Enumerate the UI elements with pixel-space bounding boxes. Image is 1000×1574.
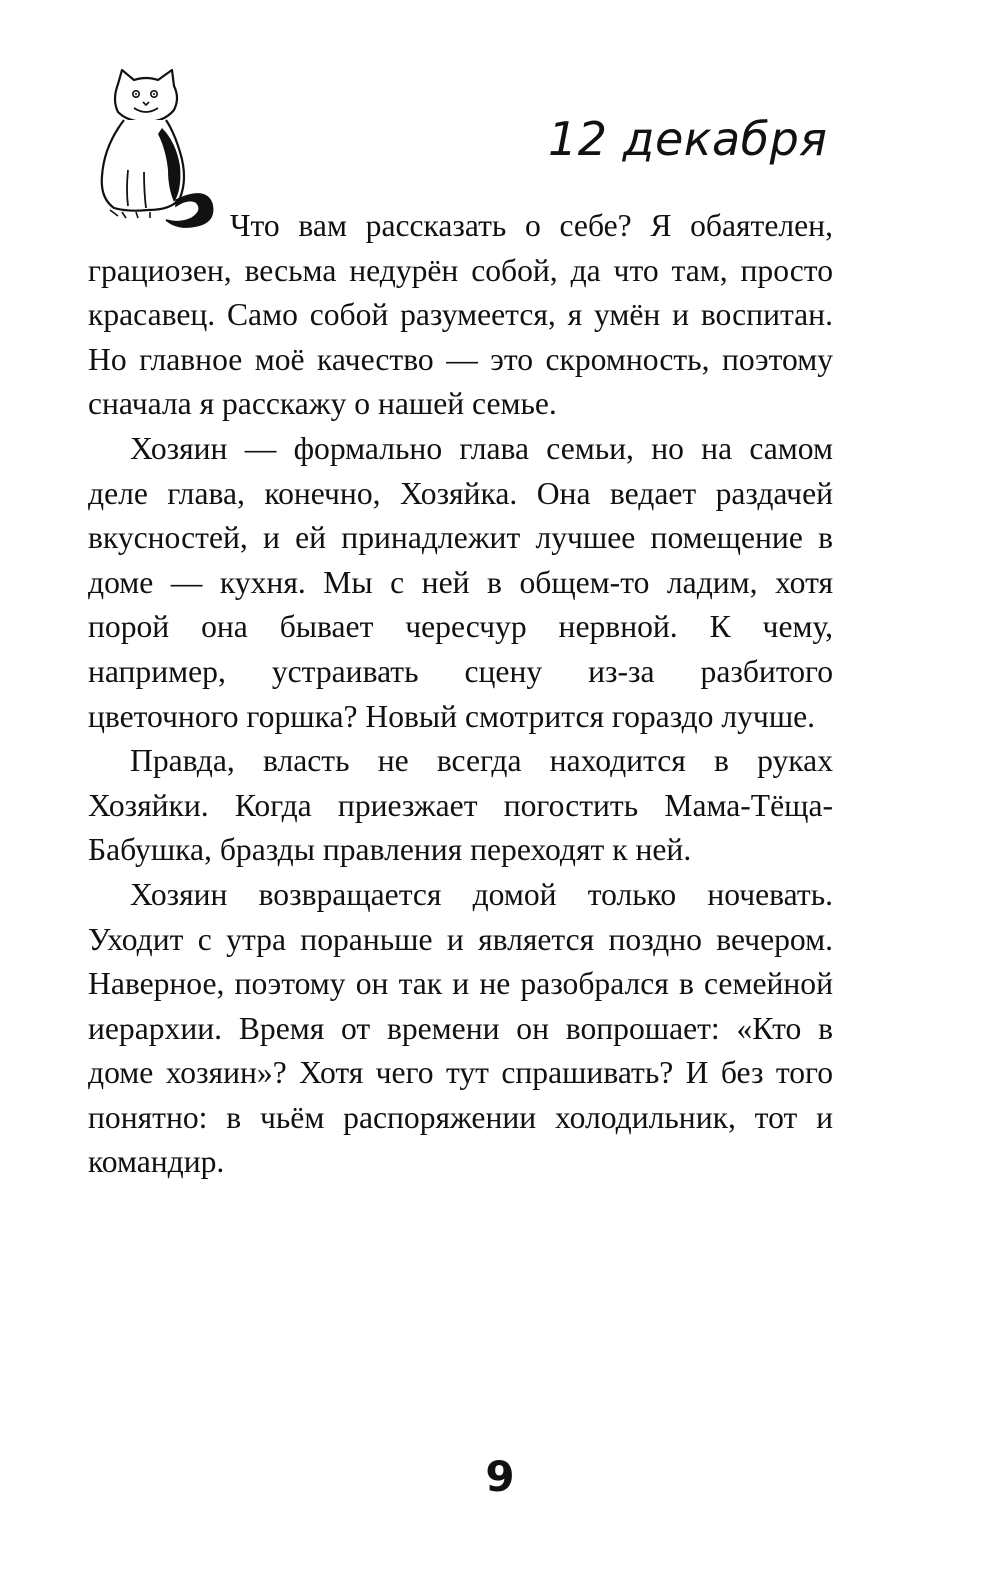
date-heading: 12 декабря: [548, 112, 828, 166]
paragraph: Правда, власть не всегда находится в руках Хозяйки. Когда приезжает погостить Мама-Тёща-Бабушка, бразды правления переходят к ней.: [88, 743, 833, 868]
paragraph: Хозяин возвращается домой только ночевать. Уходит с утра пораньше и является поздно вечером. Наверное, поэтому он так и не разобрался в семейной иерархии. Время от времени он вопрошает: «Кто в доме хозяин»? Хотя чего тут спрашивать? И без того понятно: в чьём распоряжении холодильник, тот и командир.: [88, 876, 833, 1180]
body-text: [88, 204, 833, 1185]
page-number: 9: [485, 1452, 515, 1501]
paragraph: [88, 204, 833, 427]
paragraph-text: Что вам рассказать о себе? Я обаятелен, грациозен, весьма недурён собой, да что там, просто красавец. Само собой разумеется, я умён и воспитан. Но главное моё качество — это скромность, поэтому сначала я расскажу о нашей семье.: [88, 208, 833, 422]
paragraph: Хозяин — формально глава семьи, но на самом деле глава, конечно, Хозяйка. Она ведает раздачей вкусностей, и ей принадлежит лучшее помещение в доме — кухня. Мы с ней в общем-то ладим, хотя порой она бывает чересчур нервной. К чему, например, устраивать сцену из-за разбитого цветочного горшка? Новый смотрится гораздо лучше.: [88, 430, 833, 734]
